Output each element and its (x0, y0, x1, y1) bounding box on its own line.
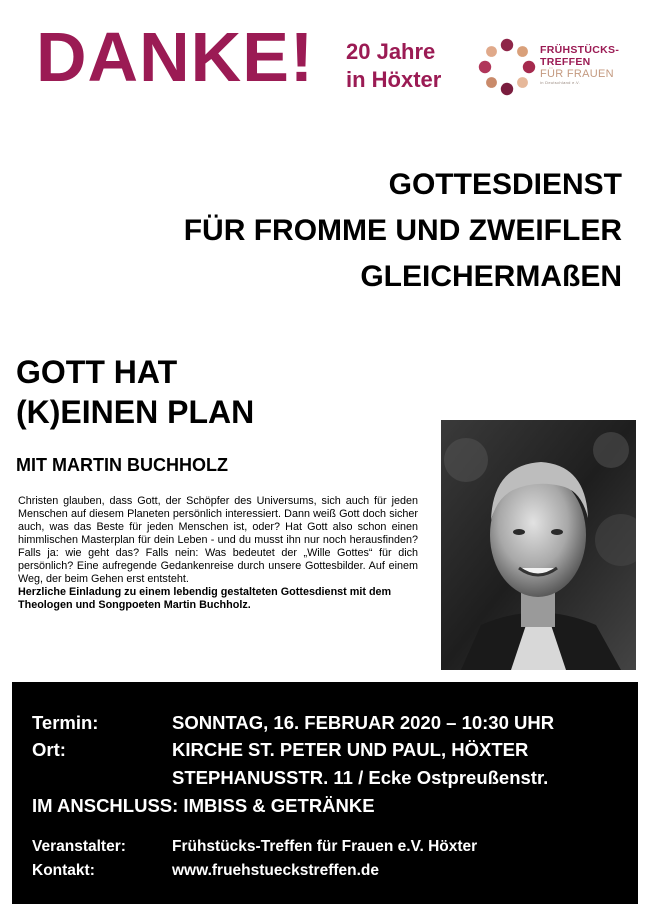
kontakt-link[interactable]: www.fruehstueckstreffen.de (172, 862, 380, 879)
event-title-line2: (K)EINEN PLAN (16, 394, 255, 430)
headline (184, 162, 622, 300)
anniversary-line1: 20 Jahre (346, 39, 436, 64)
invitation-text: Herzliche Einladung zu einem lebendig gestalteten Gottesdienst mit dem Theologen und Songpoeten Martin Buchholz. (18, 586, 392, 611)
logo-line1: FRÜHSTÜCKS- (540, 44, 620, 56)
event-details-box (12, 682, 638, 904)
anniversary-line2: in Höxter (346, 67, 442, 92)
veranstalter-row (32, 838, 478, 856)
logo-text (540, 44, 619, 86)
kontakt-row (32, 862, 380, 880)
logo-line2: TREFFEN (540, 56, 591, 68)
danke-heading: DANKE! (36, 18, 315, 96)
event-title (16, 352, 254, 432)
description-text: Christen glauben, dass Gott, der Schöpfer des Universums, sich auch für jeden Menschen auf diesem Planeten persönlich interessiert. Dann weiß Gott doch sicher auch, was das Beste für jeden Menschen ist, oder? Hat Gott also schon einen himmlischen Masterplan für dein Leben - und du musst ihn nur noch herausfinden? Falls ja: wie geht das? Falls nein: Was bedeutet der „Wille Gottes“ für dich persönlich? Eine aufregende Gedankenreise durch unsere Gottesbilder. Auf einem Weg, der beim Gehen erst entsteht. (18, 495, 418, 585)
event-description (18, 495, 418, 612)
termin-row (32, 712, 555, 734)
portrait-illustration (441, 420, 636, 670)
headline-line3: GLEICHERMAßEN (360, 260, 622, 293)
anschluss-text: IM ANSCHLUSS: IMBISS & GETRÄNKE (32, 795, 375, 816)
event-subtitle: MIT MARTIN BUCHHOLZ (16, 455, 228, 475)
veranstalter-value: Frühstücks-Treffen für Frauen e.V. Höxter (172, 838, 478, 855)
headline-line2: FÜR FROMME UND ZWEIFLER (183, 214, 622, 247)
headline-line1: GOTTESDIENST (388, 168, 622, 201)
ort-row (32, 739, 529, 761)
ort-value-line1: KIRCHE ST. PETER UND PAUL, HÖXTER (172, 739, 529, 760)
event-title-line1: GOTT HAT (16, 354, 178, 390)
logo-line3: FÜR FRAUEN (540, 68, 614, 80)
ort-label: Ort: (32, 739, 66, 760)
ort-value-line2: STEPHANUSSTR. 11 / Ecke Ostpreußenstr. (172, 767, 549, 788)
termin-label: Termin: (32, 712, 99, 733)
logo-line4: in Deutschland e.V. (540, 80, 581, 85)
fruehstuecks-treffen-logo-icon (478, 38, 536, 96)
veranstalter-label: Veranstalter: (32, 838, 126, 855)
speaker-portrait-photo (441, 420, 636, 670)
kontakt-label: Kontakt: (32, 862, 95, 879)
anniversary-text (346, 38, 441, 94)
termin-value: SONNTAG, 16. FEBRUAR 2020 – 10:30 UHR (172, 712, 555, 733)
